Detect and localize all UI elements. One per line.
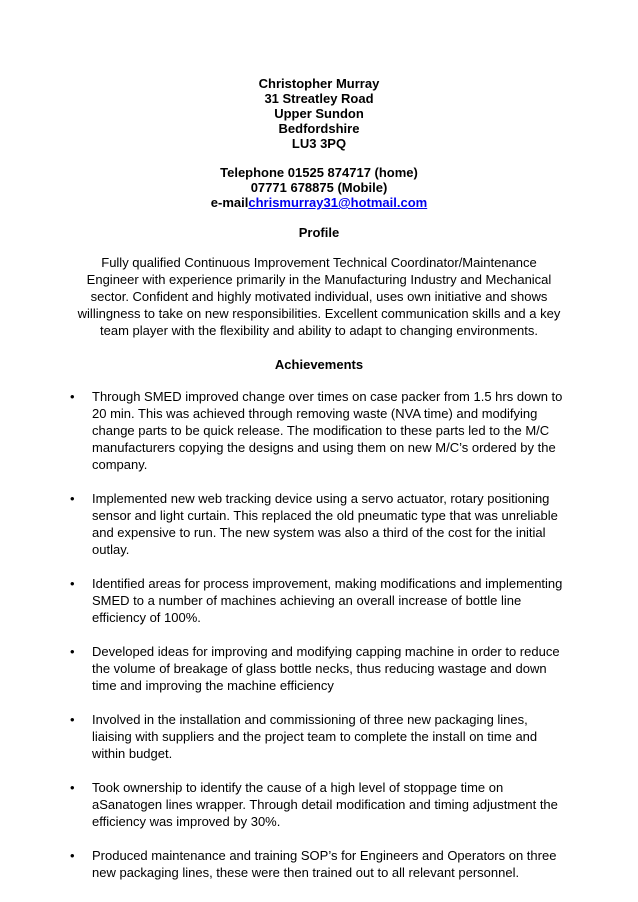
bullet-icon: • xyxy=(70,644,75,659)
profile-heading: Profile xyxy=(298,225,340,240)
achievement-text: Implemented new web tracking device using a servo actuator, rotary positioning sensor and light curtain. This replaced the old pneumatic type that was unreliable and expensive to run. The new system was also a third of the cost for the initial outlay. xyxy=(92,491,558,557)
achievement-text: Identified areas for process improvement, making modifications and implementing SMED to a number of machines achieving an overall increase of bottle line efficiency of 100%. xyxy=(92,576,563,625)
telephone-mobile: 07771 678875 (Mobile) xyxy=(250,180,388,195)
address-county: Bedfordshire xyxy=(278,121,360,136)
achievement-text: Developed ideas for improving and modifying capping machine in order to reduce the volume of breakage of glass bottle necks, thus reducing wastage and down time and improving the machine efficiency xyxy=(92,644,560,693)
address-postcode: LU3 3PQ xyxy=(291,136,347,151)
achievement-text: Took ownership to identify the cause of a high level of stoppage time on aSanatogen lines wrapper. Through detail modification and timing adjustment the efficiency was improved by 30%. xyxy=(92,780,558,829)
profile-paragraph: Fully qualified Continuous Improvement Technical Coordinator/Maintenance Engineer with experience primarily in the Manufacturing Industry and Mechanical sector. Confident and highly motivated individual, uses own initiative and shows willingness to take on new responsibilities. Excellent communication skills and a key team player with the flexibility and ability to adapt to changing environments. xyxy=(77,255,561,338)
candidate-name: Christopher Murray xyxy=(258,76,380,91)
bullet-icon: • xyxy=(70,576,75,591)
achievement-item xyxy=(0,711,638,762)
achievement-item xyxy=(0,779,638,830)
achievement-text: Involved in the installation and commissioning of three new packaging lines, liaising with suppliers and the project team to complete the install on time and within budget. xyxy=(92,712,538,761)
telephone-home: Telephone 01525 874717 (home) xyxy=(220,165,418,180)
bullet-icon: • xyxy=(70,780,75,795)
bullet-icon: • xyxy=(70,712,75,727)
achievement-item xyxy=(0,490,638,558)
bullet-icon: • xyxy=(70,389,75,404)
achievement-item xyxy=(0,575,638,626)
bullet-icon: • xyxy=(70,848,75,863)
email-line xyxy=(0,195,638,210)
achievements-heading: Achievements xyxy=(274,357,364,372)
contact-block xyxy=(0,165,638,210)
achievement-text: Through SMED improved change over times on case packer from 1.5 hrs down to 20 min. This was achieved through removing waste (NVA time) and modifying change parts to be quick release. The modification to these parts led to the M/C manufacturers copying the designs and using them on new M/C’s ordered by the company. xyxy=(92,389,563,472)
achievement-text: Produced maintenance and training SOP’s for Engineers and Operators on three new packaging lines, these were then trained out to all relevant personnel. xyxy=(92,848,557,880)
achievement-item xyxy=(0,388,638,473)
achievements-list xyxy=(0,388,638,898)
address-town: Upper Sundon xyxy=(274,106,364,121)
address-street: 31 Streatley Road xyxy=(264,91,374,106)
email-link[interactable]: chrismurray31@hotmail.com xyxy=(248,195,428,210)
bullet-icon: • xyxy=(70,491,75,506)
address-block xyxy=(0,76,638,151)
achievement-item xyxy=(0,643,638,694)
email-label: e-mail xyxy=(210,195,249,210)
achievement-item xyxy=(0,847,638,881)
